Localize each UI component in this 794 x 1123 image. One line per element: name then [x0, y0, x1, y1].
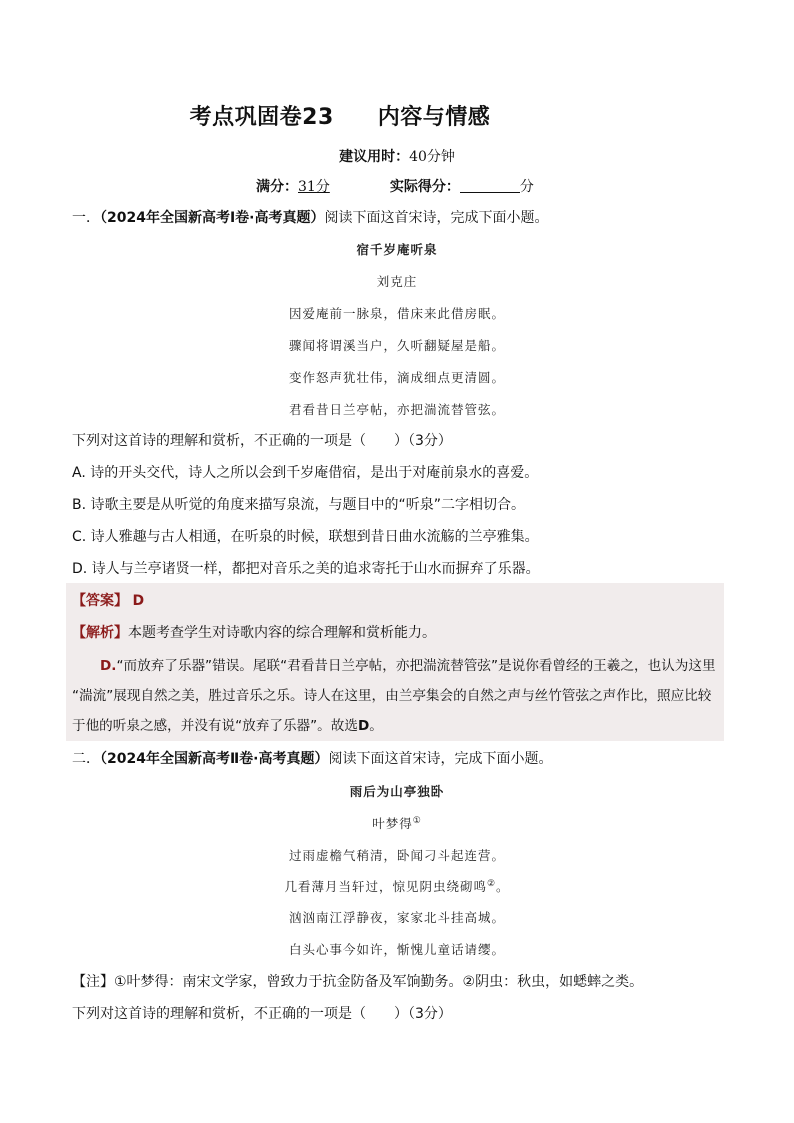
- q1-poem-title: 宿千岁庵听泉: [356, 242, 438, 257]
- q1-answer-value: D: [132, 593, 145, 609]
- q2-poem-line: 汹汹南江浮静夜，家家北斗挂高城。: [288, 910, 505, 925]
- q1-source: （2024年全国新高考Ⅰ卷·高考真题）: [100, 210, 325, 226]
- q2-poem-title: 雨后为山亭独卧: [349, 784, 445, 799]
- q1-poem-line: 君看昔日兰亭帖，亦把湍流替管弦。: [288, 402, 505, 417]
- q1-analysis-intro: 【解析】本题考查学生对诗歌内容的综合理解和赏析能力。: [72, 625, 436, 641]
- suggested-time: 建议用时：40分钟: [339, 149, 455, 165]
- q1-poem-author: 刘克庄: [376, 274, 418, 289]
- q1-option-a[interactable]: A. 诗的开头交代，诗人之所以会到千岁庵借宿，是出于对庵前泉水的喜爱。: [72, 465, 539, 481]
- q2-heading: 二．（2024年全国新高考Ⅱ卷·高考真题）阅读下面这首宋诗，完成下面小题。: [72, 751, 553, 767]
- q2-stem: 下列对这首诗的理解和赏析，不正确的一项是（ ）（3分）: [72, 1006, 452, 1022]
- actual-score-blank[interactable]: [460, 178, 520, 193]
- q2-note: 【注】①叶梦得：南宋文学家，曾致力于抗金防备及军饷勤务。②阴虫：秋虫，如蟋蟀之类。: [72, 974, 644, 990]
- q2-poem-line: 过雨虚檐气稍清，卧闻刁斗起连营。: [288, 848, 505, 863]
- q2-source: （2024年全国新高考Ⅱ卷·高考真题）: [100, 751, 329, 767]
- q1-poem-line: 骤闻将谓溪当户，久听翻疑屋是船。: [288, 338, 505, 353]
- q1-option-d[interactable]: D. 诗人与兰亭诸贤一样，都把对音乐之美的追求寄托于山水而摒弃了乐器。: [72, 561, 540, 577]
- page-title: [0, 100, 680, 131]
- q1-poem-line: 因爱庵前一脉泉，借床来此借房眠。: [288, 306, 505, 321]
- title-left: 考点巩固卷23: [189, 105, 334, 130]
- title-right: 内容与情感: [377, 105, 491, 130]
- q2-poem-author: 叶梦得①: [372, 815, 422, 831]
- q1-stem: 下列对这首诗的理解和赏析，不正确的一项是（ ）（3分）: [72, 433, 452, 449]
- q1-answer: 【答案】 D: [72, 593, 145, 609]
- q1-heading: 一．（2024年全国新高考Ⅰ卷·高考真题）阅读下面这首宋诗，完成下面小题。: [72, 210, 549, 226]
- q2-poem-line: 几看薄月当轩过，惊见阴虫绕砌鸣②。: [284, 878, 510, 894]
- q1-poem-line: 变作怒声犹壮伟，滴成细点更清圆。: [288, 370, 505, 385]
- q1-option-b[interactable]: B. 诗歌主要是从听觉的角度来描写泉流，与题目中的“听泉”二字相切合。: [72, 497, 526, 513]
- q1-option-c[interactable]: C. 诗人雅趣与古人相通，在听泉的时候，联想到昔日曲水流觞的兰亭雅集。: [72, 529, 539, 545]
- score-line: 满分：31分 实际得分： 分: [256, 179, 534, 195]
- q2-poem-line: 白头心事今如许，惭愧儿童话请缨。: [288, 942, 505, 957]
- q1-analysis-line: “湍流”展现自然之美，胜过音乐之乐。诗人在这里，由兰亭集会的自然之声与丝竹管弦之声作比，照应比较: [72, 688, 712, 704]
- full-score: 31分: [298, 179, 330, 195]
- q1-analysis-line: 于他的听泉之感，并没有说“放弃了乐器”。故选D。: [72, 718, 383, 734]
- q1-analysis-line: D.“而放弃了乐器”错误。尾联“君看昔日兰亭帖，亦把湍流替管弦”是说你看曾经的王羲之，也认为这里: [100, 658, 716, 674]
